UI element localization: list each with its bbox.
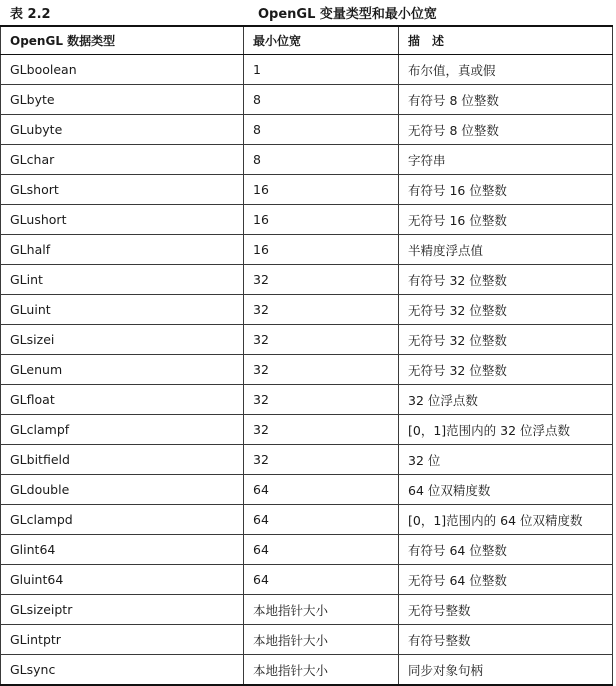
cell-min-width: 16: [244, 205, 399, 235]
cell-type: GLhalf: [1, 235, 244, 265]
table-number: 表 2.2: [10, 7, 51, 22]
cell-description: 无符号 8 位整数: [399, 115, 613, 145]
header-min-width: 最小位宽: [244, 26, 399, 55]
cell-description: 无符号 32 位整数: [399, 325, 613, 355]
table-body: [1, 55, 613, 686]
cell-description: 无符号 16 位整数: [399, 205, 613, 235]
table-row: [1, 115, 613, 145]
cell-type: GLint: [1, 265, 244, 295]
cell-min-width: 64: [244, 565, 399, 595]
cell-type: GLclampd: [1, 505, 244, 535]
cell-min-width: 32: [244, 445, 399, 475]
table-row: [1, 415, 613, 445]
cell-type: GLdouble: [1, 475, 244, 505]
table-row: [1, 55, 613, 85]
cell-description: 半精度浮点值: [399, 235, 613, 265]
cell-description: 64 位双精度数: [399, 475, 613, 505]
table-title: OpenGL 变量类型和最小位宽: [258, 7, 437, 22]
cell-type: Glint64: [1, 535, 244, 565]
table-row: [1, 145, 613, 175]
cell-description: 无符号整数: [399, 595, 613, 625]
cell-description: 字符串: [399, 145, 613, 175]
cell-type: GLboolean: [1, 55, 244, 85]
cell-type: Gluint64: [1, 565, 244, 595]
cell-min-width: 32: [244, 325, 399, 355]
cell-min-width: 本地指针大小: [244, 625, 399, 655]
cell-min-width: 32: [244, 355, 399, 385]
cell-description: 同步对象句柄: [399, 655, 613, 686]
cell-min-width: 32: [244, 295, 399, 325]
table-row: [1, 265, 613, 295]
table-row: [1, 175, 613, 205]
cell-description: 有符号 32 位整数: [399, 265, 613, 295]
cell-type: GLbyte: [1, 85, 244, 115]
cell-type: GLsizei: [1, 325, 244, 355]
cell-type: GLubyte: [1, 115, 244, 145]
cell-min-width: 8: [244, 115, 399, 145]
table-row: [1, 505, 613, 535]
cell-type: GLbitfield: [1, 445, 244, 475]
cell-min-width: 64: [244, 535, 399, 565]
cell-type: GLfloat: [1, 385, 244, 415]
cell-description: 无符号 64 位整数: [399, 565, 613, 595]
cell-min-width: 16: [244, 235, 399, 265]
table-row: [1, 625, 613, 655]
cell-min-width: 1: [244, 55, 399, 85]
cell-min-width: 8: [244, 85, 399, 115]
table-row: [1, 325, 613, 355]
cell-min-width: 64: [244, 505, 399, 535]
cell-type: GLchar: [1, 145, 244, 175]
table-row: [1, 85, 613, 115]
cell-type: GLsizeiptr: [1, 595, 244, 625]
table-row: [1, 535, 613, 565]
cell-min-width: 本地指针大小: [244, 595, 399, 625]
cell-min-width: 64: [244, 475, 399, 505]
cell-description: 无符号 32 位整数: [399, 355, 613, 385]
cell-type: GLclampf: [1, 415, 244, 445]
cell-description: 有符号 64 位整数: [399, 535, 613, 565]
header-description: 描 述: [399, 26, 613, 55]
cell-description: 布尔值，真或假: [399, 55, 613, 85]
cell-min-width: 32: [244, 385, 399, 415]
cell-description: 32 位浮点数: [399, 385, 613, 415]
cell-description: 无符号 32 位整数: [399, 295, 613, 325]
cell-min-width: 16: [244, 175, 399, 205]
cell-description: [0，1]范围内的 64 位双精度数: [399, 505, 613, 535]
table-row: [1, 565, 613, 595]
cell-min-width: 本地指针大小: [244, 655, 399, 686]
cell-min-width: 32: [244, 265, 399, 295]
cell-description: 有符号整数: [399, 625, 613, 655]
table-row: [1, 445, 613, 475]
header-type: OpenGL 数据类型: [1, 26, 244, 55]
cell-type: GLenum: [1, 355, 244, 385]
cell-description: 有符号 16 位整数: [399, 175, 613, 205]
cell-type: GLushort: [1, 205, 244, 235]
table-row: [1, 295, 613, 325]
table-caption: [10, 4, 606, 26]
cell-description: 32 位: [399, 445, 613, 475]
data-types-table: [0, 25, 613, 686]
cell-type: GLsync: [1, 655, 244, 686]
cell-description: 有符号 8 位整数: [399, 85, 613, 115]
table-row: [1, 655, 613, 686]
cell-type: GLuint: [1, 295, 244, 325]
table-row: [1, 595, 613, 625]
cell-min-width: 32: [244, 415, 399, 445]
cell-min-width: 8: [244, 145, 399, 175]
cell-type: GLintptr: [1, 625, 244, 655]
cell-description: [0，1]范围内的 32 位浮点数: [399, 415, 613, 445]
table-row: [1, 205, 613, 235]
table-row: [1, 385, 613, 415]
header-row: [1, 26, 613, 55]
cell-type: GLshort: [1, 175, 244, 205]
table-row: [1, 475, 613, 505]
table-row: [1, 235, 613, 265]
table-row: [1, 355, 613, 385]
